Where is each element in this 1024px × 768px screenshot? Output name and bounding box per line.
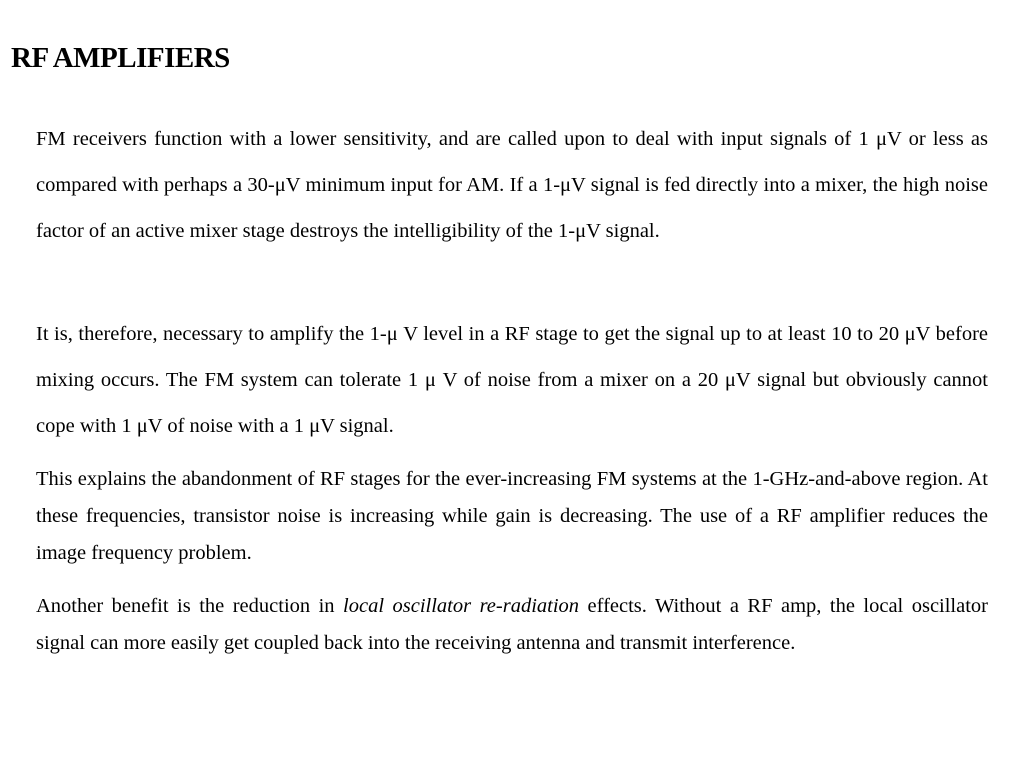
page-title: RF AMPLIFIERS [11,42,230,74]
paragraph-text: Another benefit is the reduction in [36,595,344,617]
paragraph-local-oscillator-reradiation [36,588,988,662]
paragraph-fm-sensitivity: FM receivers function with a lower sensitivity, and are called upon to deal with input signals of 1 μV or less as compared with perhaps a 30-μV minimum input for AM. If a 1-μV signal is fed directly into a mixer, the high noise factor of an active mixer stage destroys the intelligibility of the 1-μV signal. [36,128,988,242]
paragraph-rf-stage-amplification: It is, therefore, necessary to amplify the 1-μ V level in a RF stage to get the signal up to at least 10 to 20 μV before mixing occurs. The FM system can tolerate 1 μ V of noise from a mixer on a 20 μV signal but obviously cannot cope with 1 μV of noise with a 1 μV signal. [36,323,988,437]
paragraph-text: effects. Without a RF amp, the local oscillator signal can more easily get coupled back into the receiving antenna and transmit interference. [36,595,988,654]
emphasized-term: local oscillator re-radiation [343,595,580,617]
paragraph-rf-stage-abandonment: This explains the abandonment of RF stages for the ever-increasing FM systems at the 1-GHz-and-above region. At these frequencies, transistor noise is increasing while gain is decreasing. The use of a RF amplifier reduces the image frequency problem. [36,468,988,564]
